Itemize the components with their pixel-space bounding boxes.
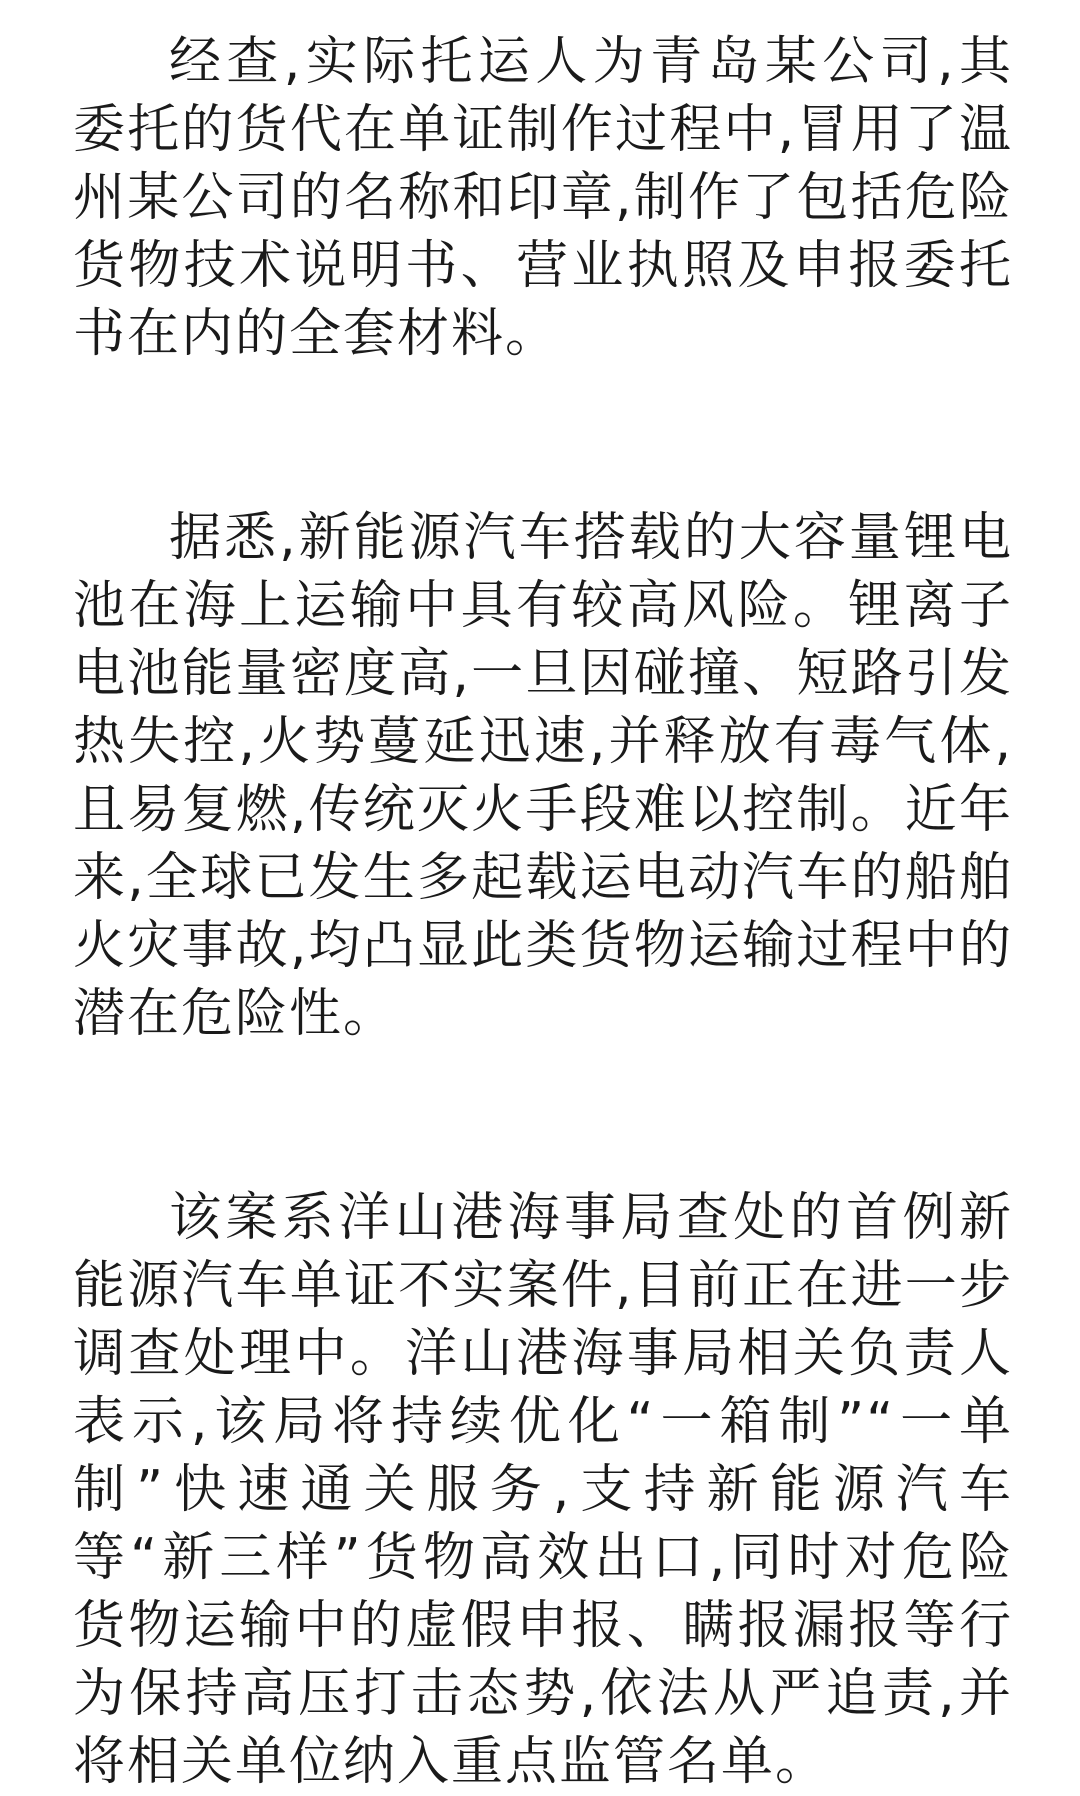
- article-body: [73, 28, 1013, 1796]
- paragraph-lithium-risk: 据悉,新能源汽车搭载的大容量锂电池在海上运输中具有较高风险。锂离子电池能量密度高,一旦因碰撞、短路引发热失控,火势蔓延迅速,并释放有毒气体,且易复燃,传统灭火手段难以控制。近年来,全球已发生多起载运电动汽车的船舶火灾事故,均凸显此类货物运输过程中的潜在危险性。: [73, 508, 1013, 1044]
- paragraph-investigation: 经查,实际托运人为青岛某公司,其委托的货代在单证制作过程中,冒用了温州某公司的名称和印章,制作了包括危险货物技术说明书、营业执照及申报委托书在内的全套材料。: [73, 32, 1013, 364]
- paragraph-case-handling: 该案系洋山港海事局查处的首例新能源汽车单证不实案件,目前正在进一步调查处理中。洋山港海事局相关负责人表示,该局将持续优化“一箱制”“一单制”快速通关服务,支持新能源汽车等“新三样”货物高效出口,同时对危险货物运输中的虚假申报、瞒报漏报等行为保持高压打击态势,依法从严追责,并将相关单位纳入重点监管名单。: [73, 1188, 1013, 1792]
